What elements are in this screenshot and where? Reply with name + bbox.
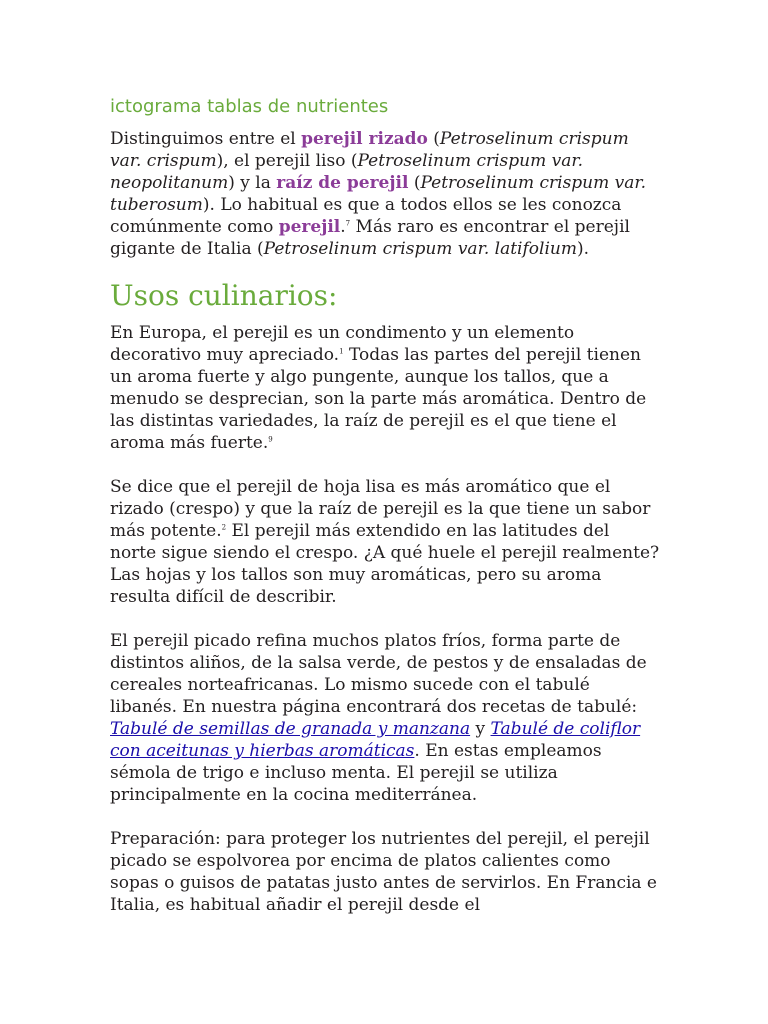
footnote-ref: 2 bbox=[221, 523, 227, 532]
text-run: ). Lo habitual es que a todos ellos se les conozca comúnmente como bbox=[110, 195, 622, 237]
text-run: . En estas empleamos sémola de trigo e incluso menta. El perejil se utiliza principalmente en la cocina mediterránea. bbox=[110, 741, 602, 805]
text-run: El perejil más extendido en las latitudes del norte sigue siendo el crespo. ¿A qué huele el perejil realmente? Las hojas y los tallos son muy aromáticas, pero su aroma resulta difícil de describir. bbox=[110, 521, 660, 607]
text-run: y bbox=[470, 719, 491, 739]
culinary-paragraph-2 bbox=[110, 476, 660, 608]
text-run: Se dice que el perejil de hoja lisa es más aromático que el rizado (crespo) y que la raíz de perejil es la que tiene un sabor más potente. bbox=[110, 477, 651, 541]
text-run: ) y la bbox=[228, 173, 277, 193]
latin-name: Petroselinum crispum var. tuberosum bbox=[110, 173, 647, 215]
footnote-ref: 7 bbox=[345, 219, 351, 228]
text-run: El perejil picado refina muchos platos fríos, forma parte de distintos aliños, de la salsa verde, de pestos y de ensaladas de cereales norteafricanas. Lo mismo sucede con el tabulé libanés. En nuestra página encontrará dos recetas de tabulé: bbox=[110, 631, 647, 717]
latin-name: Petroselinum crispum var. crispum bbox=[110, 129, 629, 171]
nutrient-table-heading: ictograma tablas de nutrientes bbox=[110, 96, 389, 117]
text-run: ( bbox=[408, 173, 421, 193]
culinary-uses-heading: Usos culinarios: bbox=[110, 279, 338, 312]
tabule-pomegranate-link[interactable]: Tabulé de semillas de granada y manzana bbox=[110, 719, 471, 739]
preparation-paragraph bbox=[110, 828, 660, 916]
latin-name: Petroselinum crispum var. neopolitanum bbox=[110, 151, 584, 193]
footnote-ref: 1 bbox=[339, 347, 344, 356]
intro-paragraph bbox=[110, 128, 660, 260]
text-run: Todas las partes del perejil tienen un aroma fuerte y algo pungente, aunque los tallos, que a menudo se desprecian, son la parte más aromática. Dentro de las distintas variedades, la raíz de perejil es el que tiene el aroma más fuerte. bbox=[110, 345, 647, 453]
text-run: ), el perejil liso ( bbox=[216, 151, 358, 171]
culinary-paragraph-1 bbox=[110, 322, 660, 454]
text-run: Preparación: para proteger los nutrientes del perejil, el perejil picado se espolvorea por encima de platos calientes como sopas o guisos de patatas justo antes de servirlos. En Francia e Italia, es habitual añadir el perejil desde el bbox=[110, 829, 657, 915]
text-run: ). bbox=[576, 239, 589, 259]
tabule-cauliflower-link[interactable]: Tabulé de coliflor con aceitunas y hierbas aromáticas bbox=[110, 719, 641, 761]
highlight-curly-parsley: perejil rizado bbox=[301, 129, 428, 149]
document-page bbox=[110, 94, 660, 916]
latin-name: Petroselinum crispum var. latifolium bbox=[263, 239, 577, 259]
footnote-ref: 9 bbox=[268, 435, 273, 444]
culinary-paragraph-3 bbox=[110, 630, 660, 806]
text-run: ( bbox=[427, 129, 440, 149]
text-run: Distinguimos entre el bbox=[110, 129, 302, 149]
text-run: Más raro es encontrar el perejil gigante de Italia ( bbox=[110, 217, 630, 259]
highlight-parsley-root: raíz de perejil bbox=[276, 173, 409, 193]
text-run: En Europa, el perejil es un condimento y un elemento decorativo muy apreciado. bbox=[110, 323, 575, 365]
text-run: . bbox=[340, 217, 346, 237]
highlight-parsley: perejil bbox=[278, 217, 341, 237]
